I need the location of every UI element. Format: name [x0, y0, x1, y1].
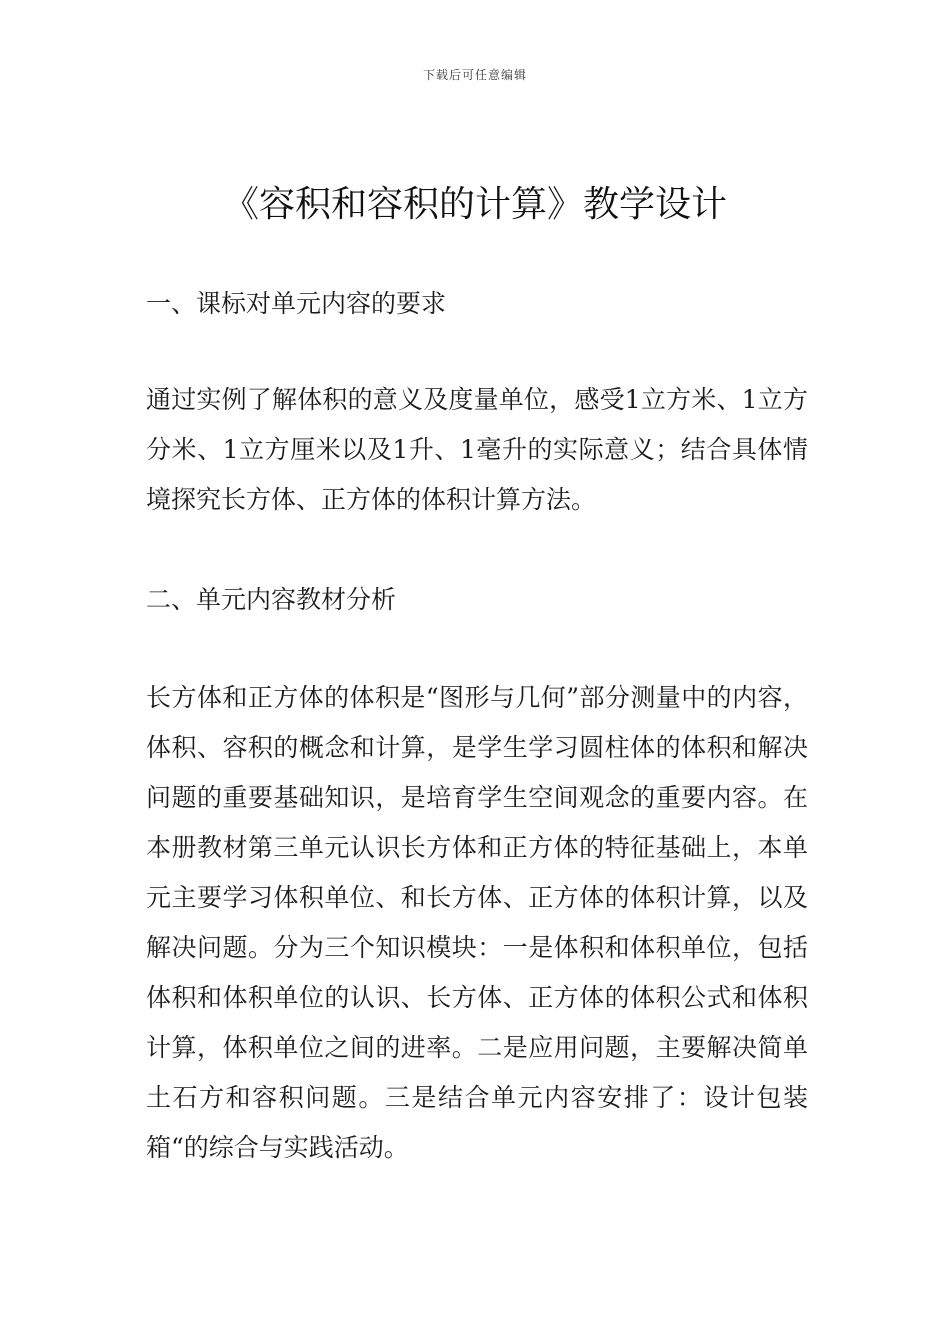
document-title: 《容积和容积的计算》教学设计 [222, 184, 727, 225]
header-note: 下载后可任意编辑 [422, 68, 527, 82]
section-heading-2: 二、单元内容教材分析 [146, 585, 397, 614]
section-paragraph-2: 长方体和正方体的体积是“图形与几何”部分测量中的内容，体积、容积的概念和计算，是学生学习圆柱体的体积和解决问题的重要基础知识，是培育学生空间观念的重要内容。在本册教材第三单元认识长方体和正方体的特征基础上，本单元主要学习体积单位、和长方体、正方体的体积计算，以及解决问题。分为三个知识模块：一是体积和体积单位，包括体积和体积单位的认识、长方体、正方体的体积公式和体积计算，体积单位之间的进率。二是应用问题，主要解决简单土石方和容积问题。三是结合单元内容安排了：设计包装箱“的综合与实践活动。 [146, 683, 808, 1162]
section-heading-1: 一、课标对单元内容的要求 [146, 289, 447, 318]
section-paragraph-1: 通过实例了解体积的意义及度量单位，感受1立方米、1立方分米、1立方厘米以及1升、1毫升的实际意义；结合具体情境探究长方体、正方体的体积计算方法。 [146, 385, 808, 514]
